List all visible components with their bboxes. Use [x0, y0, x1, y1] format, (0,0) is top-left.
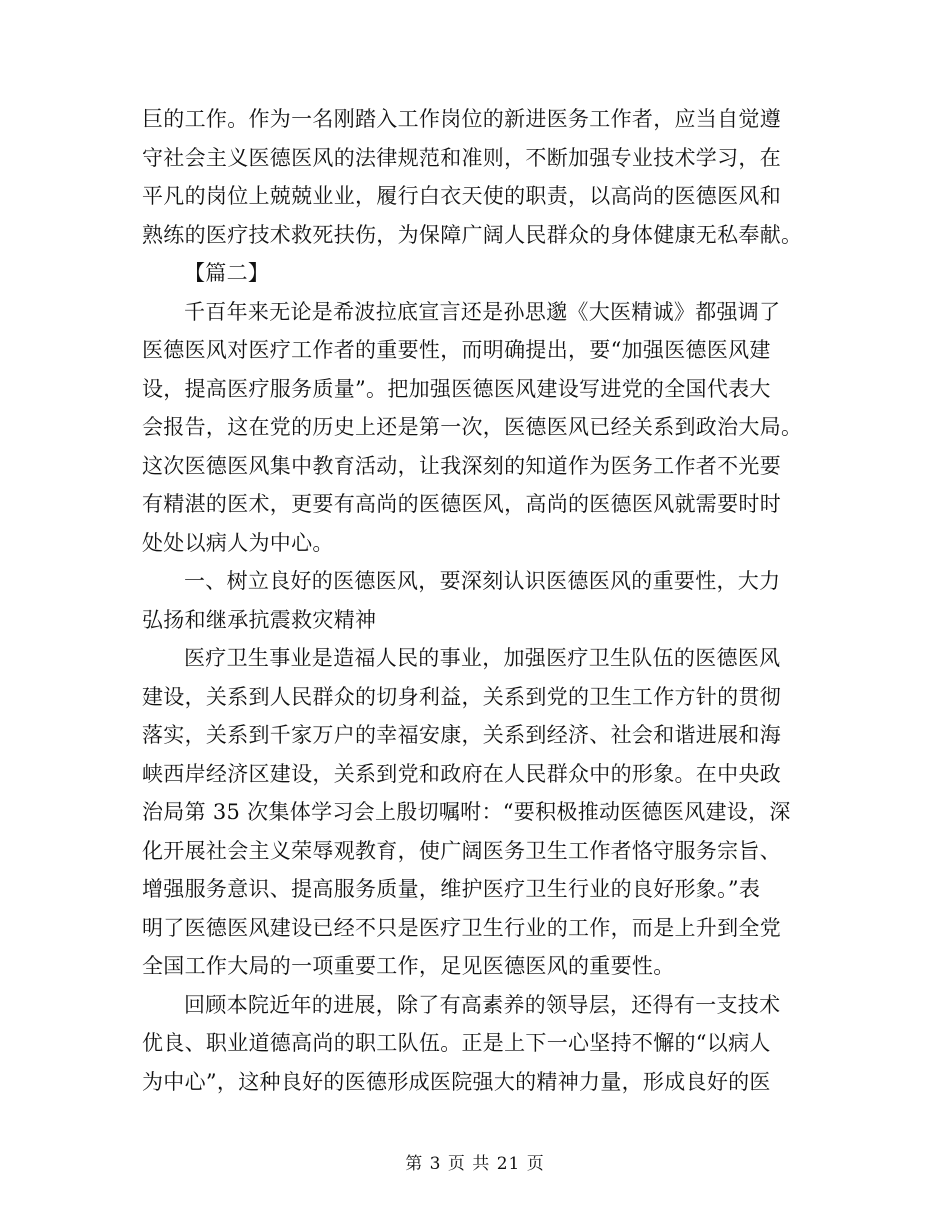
text-line: 设，提高医疗服务质量”。把加强医德医风建设写进党的全国代表大: [142, 377, 771, 401]
text-line: 明了医德医风建设已经不只是医疗卫生行业的工作，而是上升到全党: [142, 916, 781, 940]
text-line: 处处以病人为中心。: [142, 531, 334, 555]
subheading-line: 一、树立良好的医德医风，要深刻认识医德医风的重要性，大力: [184, 569, 781, 593]
text-line: 千百年来无论是希波拉底宣言还是孙思邈《大医精诚》都强调了: [184, 300, 781, 324]
text-line: 巨的工作。作为一名刚踏入工作岗位的新进医务工作者，应当自觉遵: [142, 107, 781, 131]
text-line: 熟练的医疗技术救死扶伤，为保障广阔人民群众的身体健康无私奉献。: [142, 223, 803, 247]
page-number-footer: 第 3 页 共 21 页: [405, 1154, 545, 1174]
text-line: 落实，关系到千家万户的幸福安康，关系到经济、社会和谐进展和海: [142, 723, 781, 747]
text-line: 会报告，这在党的历史上还是第一次，医德医风已经关系到政治大局。: [142, 415, 803, 439]
text-line: 治局第 35 次集体学习会上殷切嘱咐：“要积极推动医德医风建设，深: [142, 800, 791, 824]
text-line: 有精湛的医术，更要有高尚的医德医风，高尚的医德医风就需要时时: [142, 492, 781, 516]
text-line: 建设，关系到人民群众的切身利益，关系到党的卫生工作方针的贯彻: [142, 685, 781, 709]
text-line: 回顾本院近年的进展，除了有高素养的领导层，还得有一支技术: [184, 993, 781, 1017]
text-line: 增强服务意识、提高服务质量，维护医疗卫生行业的良好形象。”表: [142, 877, 761, 901]
text-line: 平凡的岗位上兢兢业业，履行白衣天使的职责，以高尚的医德医风和: [142, 184, 781, 208]
text-line: 全国工作大局的一项重要工作，足见医德医风的重要性。: [142, 954, 675, 978]
text-line: 为中心”，这种良好的医德形成医院强大的精神力量，形成良好的医: [142, 1070, 771, 1094]
section-heading: 【篇二】: [184, 261, 270, 285]
subheading-line: 弘扬和继承抗震救灾精神: [142, 608, 377, 632]
text-line: 医疗卫生事业是造福人民的事业，加强医疗卫生队伍的医德医风: [184, 646, 781, 670]
text-line: 优良、职业道德高尚的职工队伍。正是上下一心坚持不懈的“以病人: [142, 1031, 771, 1055]
text-line: 化开展社会主义荣辱观教育，使广阔医务卫生工作者恪守服务宗旨、: [142, 839, 781, 863]
text-line: 峡西岸经济区建设，关系到党和政府在人民群众中的形象。在中央政: [142, 762, 781, 786]
text-line: 医德医风对医疗工作者的重要性，而明确提出，要“加强医德医风建: [142, 338, 771, 362]
text-line: 守社会主义医德医风的法律规范和准则，不断加强专业技术学习，在: [142, 146, 781, 170]
text-line: 这次医德医风集中教育活动，让我深刻的知道作为医务工作者不光要: [142, 454, 781, 478]
